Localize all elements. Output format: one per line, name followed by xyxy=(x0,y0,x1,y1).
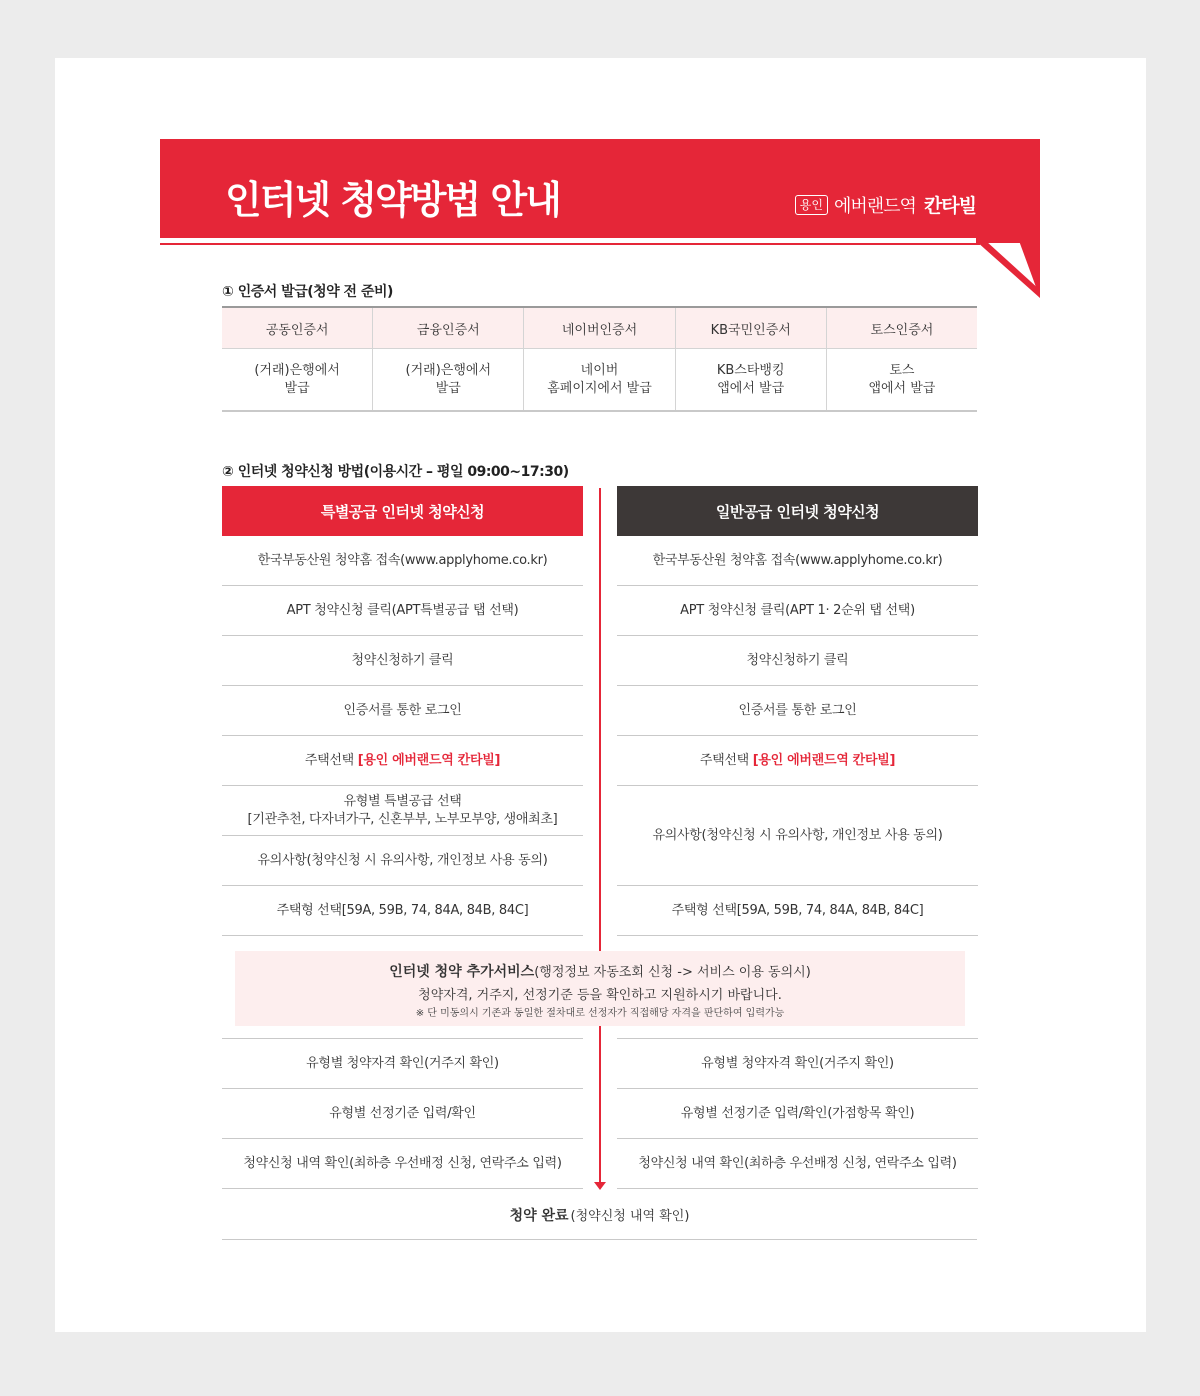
flow-step: 주택형 선택[59A, 59B, 74, 84A, 84B, 84C] xyxy=(617,886,978,936)
region-badge: 용인 xyxy=(795,195,828,215)
flow-step: 유의사항(청약신청 시 유의사항, 개인정보 사용 동의) xyxy=(222,836,583,886)
flow-step-house-select xyxy=(222,736,583,786)
complex-name: [용인 에버랜드역 칸타빌] xyxy=(752,752,896,768)
service-title-note: (행정정보 자동조회 신청 -> 서비스 이용 동의시) xyxy=(534,965,811,980)
brand-logo xyxy=(795,191,976,218)
brand-station: 에버랜드역 xyxy=(833,195,916,217)
service-title-line xyxy=(235,961,965,981)
cert-header-cell: 네이버인증서 xyxy=(524,308,675,349)
cert-header-cell: 공동인증서 xyxy=(222,308,373,349)
cert-header-cell: 금융인증서 xyxy=(373,308,524,349)
flow-step: 인증서를 통한 로그인 xyxy=(617,686,978,736)
cert-body-cell: 네이버 홈페이지에서 발급 xyxy=(524,349,675,410)
flow-step: 청약신청 내역 확인(최하층 우선배정 신청, 연락주소 입력) xyxy=(222,1139,583,1189)
flow-step: APT 청약신청 클릭(APT특별공급 탭 선택) xyxy=(222,586,583,636)
flow-step: 청약신청하기 클릭 xyxy=(222,636,583,686)
special-supply-header: 특별공급 인터넷 청약신청 xyxy=(222,486,583,536)
completion-row xyxy=(222,1190,977,1240)
flow-step: 한국부동산원 청약홈 접속(www.applyhome.co.kr) xyxy=(222,536,583,586)
flow-step: 청약신청하기 클릭 xyxy=(617,636,978,686)
brand-name: 칸타빌 xyxy=(923,195,976,217)
flow-arrow-head-icon xyxy=(594,1182,606,1190)
cert-header-row xyxy=(222,308,977,349)
flow-step-label: 주택선택 xyxy=(699,752,749,768)
cert-body-cell: (거래)은행에서 발급 xyxy=(222,349,373,410)
cert-body-row xyxy=(222,349,977,410)
flow-step: 유의사항(청약신청 시 유의사항, 개인정보 사용 동의) xyxy=(617,786,978,886)
additional-service-box xyxy=(235,951,965,1026)
general-supply-column xyxy=(617,486,978,936)
flow-step-house-select xyxy=(617,736,978,786)
flow-step: 청약신청 내역 확인(최하층 우선배정 신청, 연락주소 입력) xyxy=(617,1139,978,1189)
flow-step: 유형별 청약자격 확인(거주지 확인) xyxy=(617,1039,978,1089)
completion-note: (청약신청 내역 확인) xyxy=(570,1209,690,1224)
flow-step: 유형별 청약자격 확인(거주지 확인) xyxy=(222,1039,583,1089)
cert-header-cell: 토스인증서 xyxy=(827,308,977,349)
section2-title: ② 인터넷 청약신청 방법(이용시간 – 평일 09:00~17:30) xyxy=(222,464,569,480)
page-title: 인터넷 청약방법 안내 xyxy=(225,178,560,222)
service-note: ※ 단 미동의시 기존과 동일한 절차대로 선정자가 직접해당 자격을 판단하여 입력가능 xyxy=(415,1008,785,1019)
service-title: 인터넷 청약 추가서비스 xyxy=(389,964,535,980)
flow-step: APT 청약신청 클릭(APT 1· 2순위 탭 선택) xyxy=(617,586,978,636)
flow-step: 한국부동산원 청약홈 접속(www.applyhome.co.kr) xyxy=(617,536,978,586)
header-banner xyxy=(160,139,1040,238)
flow-step: 주택형 선택[59A, 59B, 74, 84A, 84B, 84C] xyxy=(222,886,583,936)
general-supply-header: 일반공급 인터넷 청약신청 xyxy=(617,486,978,536)
special-supply-after-steps xyxy=(222,1038,583,1189)
completion-title: 청약 완료 xyxy=(509,1207,569,1224)
flow-step: 유형별 선정기준 입력/확인 xyxy=(222,1089,583,1139)
complex-name: [용인 에버랜드역 칸타빌] xyxy=(357,752,501,768)
cert-body-cell: 토스 앱에서 발급 xyxy=(868,362,936,396)
flow-step-label: 주택선택 xyxy=(304,752,354,768)
flow-step: 인증서를 통한 로그인 xyxy=(222,686,583,736)
section1-title: ① 인증서 발급(청약 전 준비) xyxy=(222,284,393,300)
service-description: 청약자격, 거주지, 선정기준 등을 확인하고 지원하시기 바랍니다. xyxy=(418,988,782,1003)
header-underline xyxy=(160,243,980,245)
flow-step: 유형별 선정기준 입력/확인(가점항목 확인) xyxy=(617,1089,978,1139)
cert-body-cell: KB스타뱅킹 앱에서 발급 xyxy=(676,349,827,410)
cert-body-cell: (거래)은행에서 발급 xyxy=(373,349,524,410)
general-supply-after-steps xyxy=(617,1038,978,1189)
header-corner-decoration xyxy=(976,238,1046,302)
cert-table xyxy=(222,306,977,412)
cert-header-cell: KB국민인증서 xyxy=(676,308,827,349)
flow-arrow-line xyxy=(599,488,601,1184)
flow-step: 유형별 특별공급 선택 [기관추천, 다자녀가구, 신혼부부, 노부모부양, 생애최초] xyxy=(222,786,583,836)
special-supply-column xyxy=(222,486,583,936)
